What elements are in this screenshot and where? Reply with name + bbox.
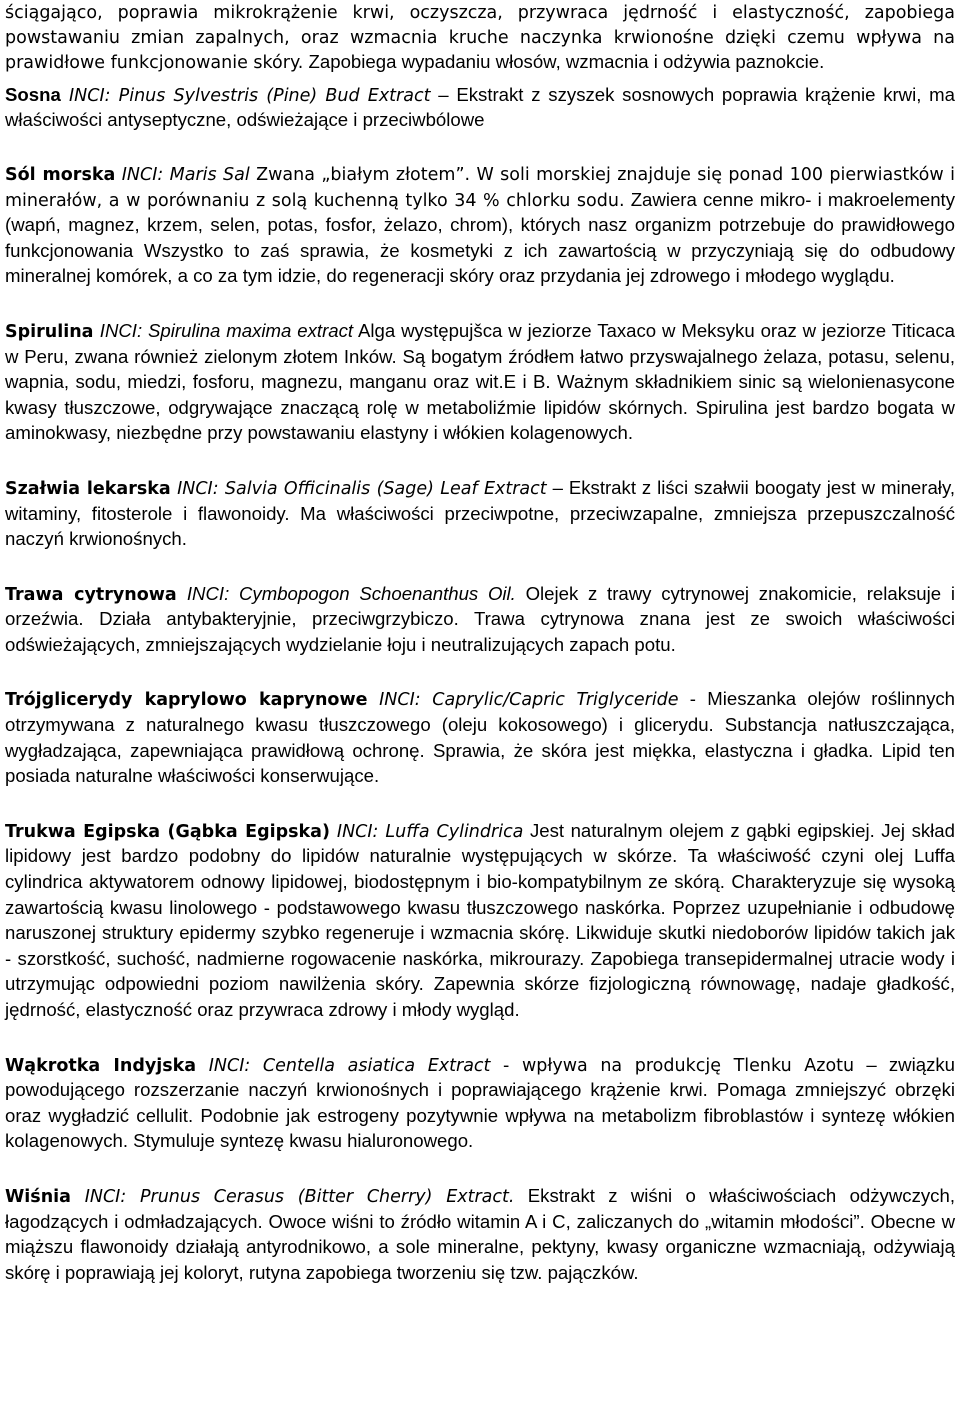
ingredient-name: Sól morska <box>5 164 116 185</box>
ingredient-sol-morska <box>5 163 955 290</box>
inci-label: INCI: Spirulina maxima extract <box>99 319 354 341</box>
ingredient-description: Alga występujšca w jeziorze Taxaco w Meksyku oraz w jeziorze Titicaca w Peru, zwana również zielonym złotem Inków. Są bogatym źródłem łatwo przyswajalnego żelaza, potasu, selenu, wapnia, sodu, miedzi, fosforu, magnezu, manganu oraz wit.E i B. Ważnym składnikiem sinic są wielonienasycone kwasy tłuszczowe, odgrywające znaczącą rolę w metaboliźmie lipidów skórnych. Spirulina jest bardzo bogata w aminokwasy, niezbędne przy powstawaniu elastyny i włókien kolagenowych. <box>5 319 955 444</box>
ingredient-name: Sosna <box>5 83 61 105</box>
ingredient-description-cont: Zawiera cenne mikro- i makroelementy (wapń, magnez, krzem, selen, potas, fosfor, żelazo, chrom), których nasz organizm potrzebuje do prawidłowego funkcjonowania Wszystko to zaś sprawia, że kosmetyki z ich zawartością w przyczyniają się do odbudowy mineralnej komórek, a co za tym idzie, do regeneracji skóry oraz przydania jej zdrowego i młodego wyglądu. <box>5 188 956 287</box>
inci-label: INCI: Prunus Cerasus (Bitter Cherry) Extract. <box>84 1186 515 1207</box>
ingredient-description: – Ekstrakt z szyszek sosnowych poprawia krążenie krwi, ma właściwości antyseptyczne, odświeżające i przeciwbólowe <box>5 83 955 131</box>
ingredient-trawa-cytrynowa <box>5 582 955 659</box>
ingredient-description: Olejek z trawy cytrynowej znakomicie, relaksuje i orzeźwia. Działa antybakteryjnie, przeciwgrzybiczo. Trawa cytrynowa znana jest ze swoich właściwości odświeżających, zmniejszających wydzielanie łoju i neutralizujących zapach potu. <box>5 582 955 655</box>
ingredient-name: Wąkrotka Indyjska <box>5 1055 197 1076</box>
ingredient-description: – Ekstrakt z liści szałwii boogaty jest w minerały, witaminy, fitosterole i flawonoidy. Ma właściwości przeciwpotne, przeciwzapalne, zmniejsza przepuszczalność naczyń krwionośnych. <box>5 476 956 550</box>
ingredient-description: Zwana „białym złotem”. W soli morskiej znajduje się ponad 100 pierwiastków i minerałów, a w porównaniu z solą kuchenną tylko 34 % chlorku sodu. <box>5 164 955 211</box>
intro-paragraph <box>5 1 955 76</box>
ingredient-name: Trukwa Egipska (Gąbka Egipska) <box>5 821 330 842</box>
intro-text-cont: Zapobiega wypadaniu włosów, wzmacnia i odżywia paznokcie. <box>303 51 825 73</box>
ingredient-wisnia <box>5 1184 955 1286</box>
ingredient-description: - wpływa na produkcję Tlenku Azotu <box>490 1055 855 1076</box>
ingredient-name: Szałwia lekarska <box>5 478 171 499</box>
ingredient-szalwia <box>5 476 955 553</box>
inci-label: INCI: Maris Sal <box>121 164 250 185</box>
inci-label: INCI: Centella asiatica Extract <box>208 1055 491 1076</box>
inci-label: INCI: Caprylic/Capric Triglyceride <box>379 690 679 711</box>
ingredient-trojglicerydy <box>5 687 955 789</box>
inci-label: INCI: Luffa Cylindrica <box>336 821 524 842</box>
ingredient-trukwa-egipska <box>5 819 955 1024</box>
ingredient-spirulina <box>5 319 955 447</box>
ingredient-description: - Mieszanka olejów roślinnych otrzymywana z naturalnego kwasu tłuszczowego (oleju kokosowego) i glicerydu. Substancja natłuszczająca, wygładzająca, zapewniająca prawidłową ochronę. Sprawia, że skóra jest miękka, elastyczna i gładka. Lipid ten posiada naturalne właściwości konserwujące. <box>5 688 956 787</box>
ingredient-description: Ekstrakt z wiśni o właściwościach odżywczych, łagodzących i odmładzających. Owoce wiśni to źródło witamin A i C, zaliczanych do „witamin młodości”. Obecne w miąższu flawonoidy działają antyrodnikowo, a sole mineralne, pektyny, kwasy organiczne wzmacniają, odżywiają skórę i poprawiają jej koloryt, rutyna zapobiega tworzeniu się tzw. pajączków. <box>5 1184 955 1283</box>
ingredient-name: Trójglicerydy kaprylowo kaprynowe <box>5 690 368 711</box>
ingredient-name: Trawa cytrynowa <box>5 584 177 605</box>
ingredient-wakrotka-indyjska <box>5 1053 955 1155</box>
intro-text: ściągająco, poprawia mikrokrążenie krwi, oczyszcza, przywraca jędrność i elastyczność, zapobiega powstawaniu zmian zapalnych, oraz wzmacnia kruche naczynka krwionośne dzięki czemu wpływa na prawidłowe funkcjonowanie skóry. <box>5 3 955 74</box>
inci-label: INCI: Pinus Sylvestris (Pine) Bud Extract <box>68 85 431 106</box>
ingredient-sosna <box>5 83 955 134</box>
inci-label: INCI: Salvia Officinalis (Sage) Leaf Extract <box>177 478 547 499</box>
ingredient-name: Wiśnia <box>5 1186 71 1207</box>
ingredient-description-cont: – związku powodującego rozszerzanie naczyń krwionośnych i poprawiającego krążenie krwi. Pomaga zmniejszyć obrzęki oraz wygładzić cellulit. Podobnie jak estrogeny pozytywnie wpływa na metabolizm fibroblastów i syntezę włókien kolagenowych. Stymuluje syntezę kwasu hialuronowego. <box>5 1053 956 1152</box>
ingredient-description: Jest naturalnym olejem z gąbki egipskiej. Jej skład lipidowy jest bardzo podobny do lipidów naturalnie występujących w skórze. Ta właściwość czyni olej Luffa cylindrica aktywatorem odnowy lipidowej, biodostępnym i bio-kompatybilnym ze skórą. Charakteryzuje się wysoką zawartością kwasu linolowego - podstawowego kwasu tłuszczowego naskórka. Poprzez uzupełnianie i odbudowę naruszonej struktury epidermy szybko regeneruje i wzmacnia skórę. Likwiduje skutki niedoborów lipidów takich jak - szorstkość, suchość, nadmierne rogowacenie naskórka, mikrourazy. Zapobiega transepidermalnej utracie wody i utrzymując odpowiedni poziom nawilżenia skóry. Zapewnia skórze fizjologiczną równowagę, nadaje gładkość, jędrność, elastyczność oraz przywraca zdrowy i młody wygląd. <box>5 819 955 1020</box>
inci-label: INCI: Cymbopogon Schoenanthus Oil. <box>186 582 516 604</box>
ingredient-name: Spirulina <box>5 321 94 342</box>
